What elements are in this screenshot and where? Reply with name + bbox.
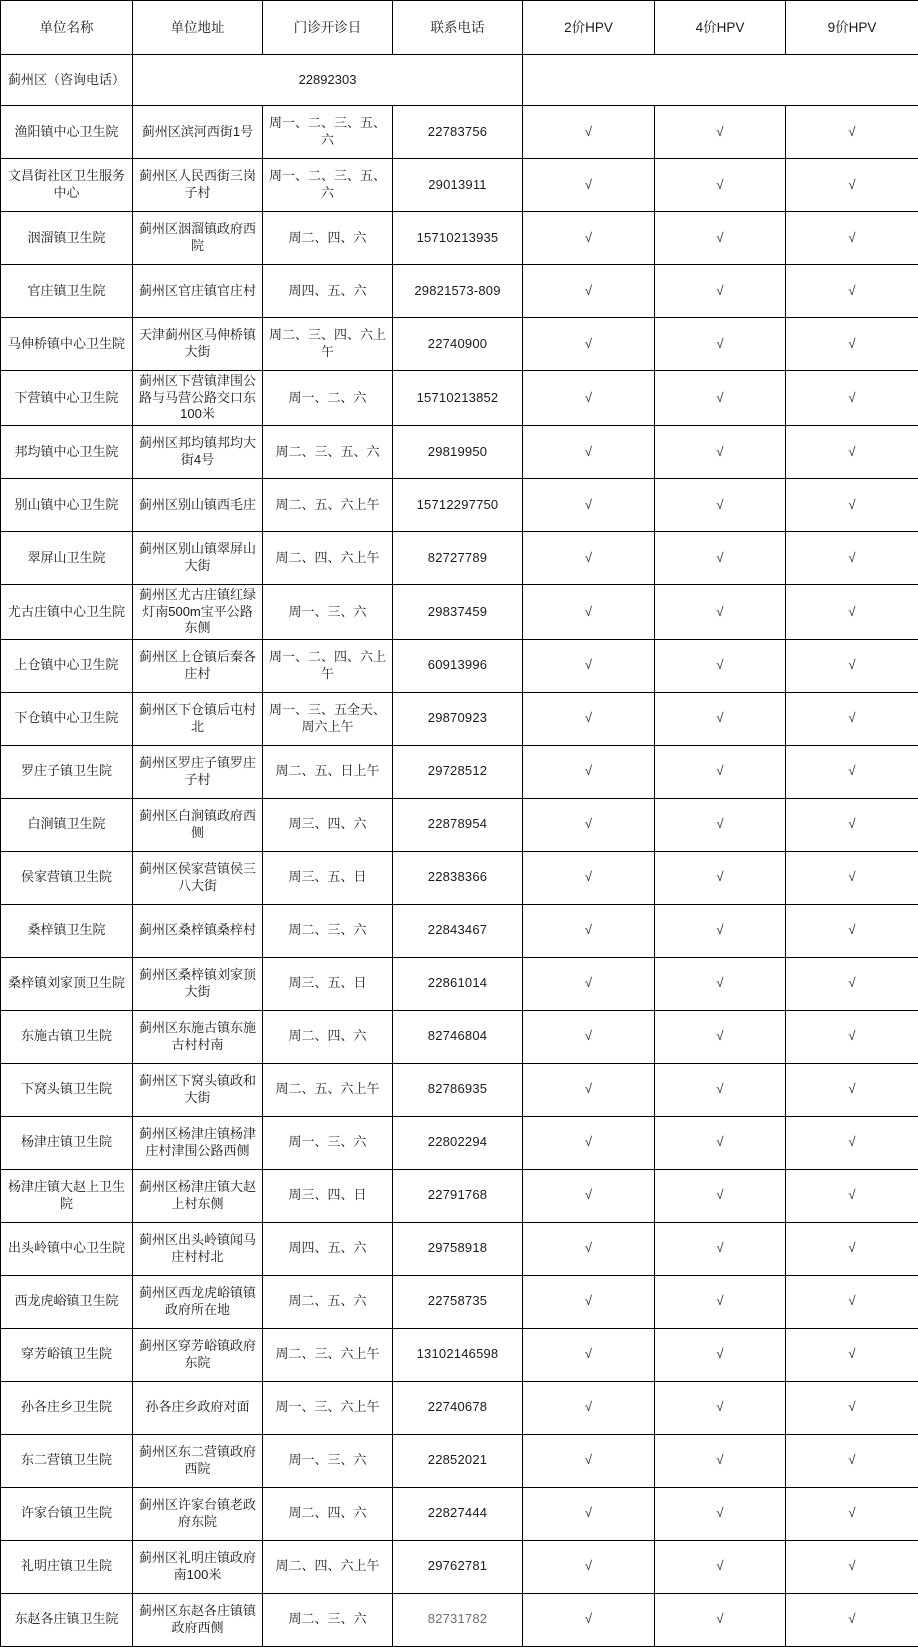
column-header-unit-name: 单位名称 (1, 1, 133, 55)
cell-hpv4-check: √ (655, 371, 786, 426)
cell-unit-name: 上仓镇中心卫生院 (1, 639, 133, 692)
cell-hpv9-check: √ (786, 851, 918, 904)
cell-unit-name: 桑梓镇刘家顶卫生院 (1, 957, 133, 1010)
cell-hpv2-check: √ (523, 745, 655, 798)
cell-unit-name: 尤古庄镇中心卫生院 (1, 584, 133, 639)
table-row (1, 798, 918, 851)
cell-unit-address: 蓟州区下仓镇后屯村北 (133, 692, 263, 745)
cell-contact-phone: 29870923 (393, 692, 523, 745)
cell-hpv9-check: √ (786, 1222, 918, 1275)
cell-contact-phone: 22740678 (393, 1381, 523, 1434)
cell-hpv4-check: √ (655, 1434, 786, 1487)
cell-contact-phone: 29013911 (393, 159, 523, 212)
cell-contact-phone: 29762781 (393, 1540, 523, 1593)
cell-hpv4-check: √ (655, 159, 786, 212)
cell-unit-name: 马伸桥镇中心卫生院 (1, 318, 133, 371)
cell-hpv9-check: √ (786, 1275, 918, 1328)
cell-contact-phone: 22827444 (393, 1487, 523, 1540)
cell-hpv9-check: √ (786, 1169, 918, 1222)
cell-clinic-days: 周二、三、四、六上午 (263, 318, 393, 371)
cell-hpv2-check: √ (523, 692, 655, 745)
cell-hpv4-check: √ (655, 904, 786, 957)
cell-hpv9-check: √ (786, 798, 918, 851)
cell-contact-phone: 29837459 (393, 584, 523, 639)
table-row (1, 265, 918, 318)
cell-unit-name: 礼明庄镇卫生院 (1, 1540, 133, 1593)
table-row (1, 1275, 918, 1328)
cell-unit-address: 蓟州区出头岭镇闻马庄村村北 (133, 1222, 263, 1275)
cell-clinic-days: 周三、四、日 (263, 1169, 393, 1222)
cell-hpv9-check: √ (786, 1434, 918, 1487)
cell-hpv2-check: √ (523, 1169, 655, 1222)
cell-unit-name: 出头岭镇中心卫生院 (1, 1222, 133, 1275)
cell-contact-phone: 22791768 (393, 1169, 523, 1222)
table-row (1, 692, 918, 745)
cell-unit-name: 穿芳峪镇卫生院 (1, 1328, 133, 1381)
cell-contact-phone: 29821573-809 (393, 265, 523, 318)
cell-unit-name: 邦均镇中心卫生院 (1, 425, 133, 478)
cell-unit-name: 文昌街社区卫生服务中心 (1, 159, 133, 212)
cell-clinic-days: 周二、四、六上午 (263, 1540, 393, 1593)
cell-clinic-days: 周二、五、六上午 (263, 478, 393, 531)
table-body (1, 55, 918, 1647)
cell-clinic-days: 周二、四、六 (263, 1010, 393, 1063)
cell-unit-name: 东二营镇卫生院 (1, 1434, 133, 1487)
cell-unit-address: 蓟州区下窝头镇政和大街 (133, 1063, 263, 1116)
cell-hpv2-check: √ (523, 1540, 655, 1593)
cell-contact-phone: 22843467 (393, 904, 523, 957)
cell-clinic-days: 周二、三、五、六 (263, 425, 393, 478)
cell-clinic-days: 周三、五、日 (263, 957, 393, 1010)
table-row (1, 1434, 918, 1487)
cell-unit-address: 孙各庄乡政府对面 (133, 1381, 263, 1434)
cell-hpv9-check: √ (786, 1063, 918, 1116)
cell-contact-phone: 22878954 (393, 798, 523, 851)
cell-unit-address: 蓟州区西龙虎峪镇镇政府所在地 (133, 1275, 263, 1328)
cell-hpv2-check: √ (523, 1487, 655, 1540)
cell-hpv2-check: √ (523, 1275, 655, 1328)
cell-unit-address: 蓟州区邦均镇邦均大街4号 (133, 425, 263, 478)
cell-hpv4-check: √ (655, 1593, 786, 1646)
cell-unit-name: 下窝头镇卫生院 (1, 1063, 133, 1116)
cell-hpv4-check: √ (655, 531, 786, 584)
cell-hpv2-check: √ (523, 798, 655, 851)
cell-clinic-days: 周一、三、六 (263, 1434, 393, 1487)
cell-hpv9-check: √ (786, 1381, 918, 1434)
cell-unit-address: 蓟州区许家台镇老政府东院 (133, 1487, 263, 1540)
cell-hpv2-check: √ (523, 371, 655, 426)
cell-clinic-days: 周一、二、三、五、六 (263, 159, 393, 212)
cell-contact-phone: 82727789 (393, 531, 523, 584)
cell-unit-address: 蓟州区下营镇津围公路与马营公路交口东100米 (133, 371, 263, 426)
cell-hpv2-check: √ (523, 318, 655, 371)
cell-clinic-days: 周三、五、日 (263, 851, 393, 904)
column-header-contact-phone: 联系电话 (393, 1, 523, 55)
cell-hpv9-check: √ (786, 318, 918, 371)
table-row (1, 531, 918, 584)
region-label: 蓟州区（咨询电话） (1, 55, 133, 106)
cell-clinic-days: 周二、四、六 (263, 1487, 393, 1540)
cell-hpv9-check: √ (786, 212, 918, 265)
cell-hpv2-check: √ (523, 639, 655, 692)
cell-hpv9-check: √ (786, 692, 918, 745)
cell-hpv4-check: √ (655, 584, 786, 639)
cell-hpv4-check: √ (655, 1328, 786, 1381)
table-row (1, 371, 918, 426)
table-row (1, 1381, 918, 1434)
column-header-hpv2: 2价HPV (523, 1, 655, 55)
cell-contact-phone: 60913996 (393, 639, 523, 692)
cell-clinic-days: 周四、五、六 (263, 265, 393, 318)
cell-hpv2-check: √ (523, 106, 655, 159)
cell-contact-phone: 15712297750 (393, 478, 523, 531)
cell-hpv2-check: √ (523, 1593, 655, 1646)
table-row (1, 1116, 918, 1169)
table-row (1, 159, 918, 212)
cell-hpv4-check: √ (655, 106, 786, 159)
cell-hpv4-check: √ (655, 798, 786, 851)
cell-unit-name: 杨津庄镇卫生院 (1, 1116, 133, 1169)
cell-unit-address: 蓟州区别山镇翠屏山大街 (133, 531, 263, 584)
cell-contact-phone: 13102146598 (393, 1328, 523, 1381)
cell-clinic-days: 周一、二、三、五、六 (263, 106, 393, 159)
cell-unit-name: 许家台镇卫生院 (1, 1487, 133, 1540)
cell-unit-name: 侯家营镇卫生院 (1, 851, 133, 904)
cell-hpv2-check: √ (523, 904, 655, 957)
cell-clinic-days: 周二、五、六上午 (263, 1063, 393, 1116)
cell-unit-address: 蓟州区桑梓镇桑梓村 (133, 904, 263, 957)
cell-contact-phone: 15710213935 (393, 212, 523, 265)
cell-hpv4-check: √ (655, 1222, 786, 1275)
cell-clinic-days: 周三、四、六 (263, 798, 393, 851)
cell-unit-address: 蓟州区上仓镇后秦各庄村 (133, 639, 263, 692)
cell-hpv2-check: √ (523, 584, 655, 639)
table-row (1, 639, 918, 692)
cell-unit-address: 蓟州区洇溜镇政府西院 (133, 212, 263, 265)
cell-unit-name: 官庄镇卫生院 (1, 265, 133, 318)
cell-hpv4-check: √ (655, 1487, 786, 1540)
cell-unit-address: 蓟州区别山镇西毛庄 (133, 478, 263, 531)
cell-hpv4-check: √ (655, 1275, 786, 1328)
cell-hpv9-check: √ (786, 531, 918, 584)
cell-hpv2-check: √ (523, 265, 655, 318)
cell-contact-phone: 29819950 (393, 425, 523, 478)
cell-hpv2-check: √ (523, 1010, 655, 1063)
cell-hpv4-check: √ (655, 1116, 786, 1169)
cell-contact-phone: 22758735 (393, 1275, 523, 1328)
cell-hpv2-check: √ (523, 957, 655, 1010)
cell-unit-address: 蓟州区东施古镇东施古村村南 (133, 1010, 263, 1063)
cell-hpv4-check: √ (655, 1063, 786, 1116)
cell-hpv9-check: √ (786, 1116, 918, 1169)
cell-unit-address: 蓟州区杨津庄镇杨津庄村津围公路西侧 (133, 1116, 263, 1169)
cell-unit-name: 洇溜镇卫生院 (1, 212, 133, 265)
table-row (1, 318, 918, 371)
table-row (1, 904, 918, 957)
cell-hpv4-check: √ (655, 851, 786, 904)
cell-hpv9-check: √ (786, 371, 918, 426)
table-row (1, 957, 918, 1010)
table-row (1, 1222, 918, 1275)
cell-hpv2-check: √ (523, 159, 655, 212)
table-row (1, 584, 918, 639)
cell-hpv9-check: √ (786, 106, 918, 159)
table-row (1, 106, 918, 159)
region-consult-phone: 22892303 (133, 55, 523, 106)
cell-hpv4-check: √ (655, 425, 786, 478)
cell-unit-address: 蓟州区桑梓镇刘家顶大街 (133, 957, 263, 1010)
cell-clinic-days: 周一、二、六 (263, 371, 393, 426)
cell-clinic-days: 周二、三、六 (263, 1593, 393, 1646)
cell-hpv9-check: √ (786, 159, 918, 212)
cell-contact-phone: 22838366 (393, 851, 523, 904)
cell-hpv4-check: √ (655, 318, 786, 371)
cell-unit-address: 蓟州区人民西街三岗子村 (133, 159, 263, 212)
cell-contact-phone: 22802294 (393, 1116, 523, 1169)
cell-unit-address: 蓟州区滨河西街1号 (133, 106, 263, 159)
cell-hpv9-check: √ (786, 1487, 918, 1540)
cell-clinic-days: 周二、三、六 (263, 904, 393, 957)
cell-contact-phone: 29758918 (393, 1222, 523, 1275)
cell-unit-address: 蓟州区罗庄子镇罗庄子村 (133, 745, 263, 798)
cell-hpv4-check: √ (655, 1169, 786, 1222)
cell-unit-address: 蓟州区礼明庄镇政府南100米 (133, 1540, 263, 1593)
cell-clinic-days: 周二、五、日上午 (263, 745, 393, 798)
cell-hpv9-check: √ (786, 1540, 918, 1593)
cell-contact-phone: 22852021 (393, 1434, 523, 1487)
cell-unit-name: 渔阳镇中心卫生院 (1, 106, 133, 159)
table-row (1, 1487, 918, 1540)
cell-hpv4-check: √ (655, 1540, 786, 1593)
cell-contact-phone: 29728512 (393, 745, 523, 798)
cell-hpv2-check: √ (523, 1434, 655, 1487)
cell-hpv9-check: √ (786, 904, 918, 957)
cell-unit-name: 别山镇中心卫生院 (1, 478, 133, 531)
cell-clinic-days: 周二、四、六 (263, 212, 393, 265)
cell-hpv9-check: √ (786, 584, 918, 639)
cell-hpv9-check: √ (786, 1593, 918, 1646)
cell-hpv4-check: √ (655, 212, 786, 265)
cell-hpv2-check: √ (523, 1222, 655, 1275)
table-row (1, 1540, 918, 1593)
table-row (1, 1169, 918, 1222)
cell-hpv9-check: √ (786, 265, 918, 318)
table-row (1, 1010, 918, 1063)
table-row (1, 745, 918, 798)
cell-hpv9-check: √ (786, 1010, 918, 1063)
table-row (1, 851, 918, 904)
cell-clinic-days: 周二、四、六上午 (263, 531, 393, 584)
column-header-clinic-days: 门诊开诊日 (263, 1, 393, 55)
cell-unit-name: 东施古镇卫生院 (1, 1010, 133, 1063)
cell-contact-phone: 82746804 (393, 1010, 523, 1063)
cell-unit-address: 蓟州区侯家营镇侯三八大街 (133, 851, 263, 904)
table-row (1, 478, 918, 531)
cell-hpv2-check: √ (523, 1381, 655, 1434)
cell-hpv9-check: √ (786, 1328, 918, 1381)
column-header-unit-address: 单位地址 (133, 1, 263, 55)
cell-hpv2-check: √ (523, 1328, 655, 1381)
table-header-row (1, 1, 918, 55)
cell-hpv4-check: √ (655, 692, 786, 745)
cell-contact-phone: 22740900 (393, 318, 523, 371)
region-summary-row (1, 55, 918, 106)
cell-unit-address: 蓟州区穿芳峪镇政府东院 (133, 1328, 263, 1381)
cell-contact-phone: 82731782 (393, 1593, 523, 1646)
column-header-hpv4: 4价HPV (655, 1, 786, 55)
cell-unit-address: 蓟州区东赵各庄镇镇政府西侧 (133, 1593, 263, 1646)
region-blank-cell (523, 55, 918, 106)
cell-hpv9-check: √ (786, 478, 918, 531)
table-row (1, 425, 918, 478)
cell-clinic-days: 周一、二、四、六上午 (263, 639, 393, 692)
cell-clinic-days: 周四、五、六 (263, 1222, 393, 1275)
column-header-hpv9: 9价HPV (786, 1, 918, 55)
table-row (1, 212, 918, 265)
cell-hpv9-check: √ (786, 639, 918, 692)
cell-hpv2-check: √ (523, 478, 655, 531)
cell-clinic-days: 周一、三、六 (263, 584, 393, 639)
cell-unit-address: 天津蓟州区马伸桥镇大街 (133, 318, 263, 371)
cell-hpv2-check: √ (523, 1063, 655, 1116)
cell-unit-address: 蓟州区官庄镇官庄村 (133, 265, 263, 318)
cell-unit-address: 蓟州区尤古庄镇红绿灯南500m宝平公路东侧 (133, 584, 263, 639)
table-header (1, 1, 918, 55)
cell-unit-name: 翠屏山卫生院 (1, 531, 133, 584)
cell-contact-phone: 82786935 (393, 1063, 523, 1116)
cell-hpv9-check: √ (786, 425, 918, 478)
cell-unit-name: 下仓镇中心卫生院 (1, 692, 133, 745)
cell-hpv9-check: √ (786, 957, 918, 1010)
cell-hpv2-check: √ (523, 851, 655, 904)
table-row (1, 1063, 918, 1116)
cell-clinic-days: 周一、三、五全天、周六上午 (263, 692, 393, 745)
cell-hpv4-check: √ (655, 1010, 786, 1063)
cell-unit-name: 下营镇中心卫生院 (1, 371, 133, 426)
table-row (1, 1328, 918, 1381)
cell-hpv2-check: √ (523, 212, 655, 265)
cell-unit-address: 蓟州区东二营镇政府西院 (133, 1434, 263, 1487)
cell-unit-name: 杨津庄镇大赵上卫生院 (1, 1169, 133, 1222)
table-row (1, 1593, 918, 1646)
cell-unit-name: 东赵各庄镇卫生院 (1, 1593, 133, 1646)
cell-hpv4-check: √ (655, 957, 786, 1010)
cell-unit-name: 西龙虎峪镇卫生院 (1, 1275, 133, 1328)
cell-contact-phone: 22783756 (393, 106, 523, 159)
cell-hpv4-check: √ (655, 478, 786, 531)
cell-hpv4-check: √ (655, 265, 786, 318)
cell-hpv9-check: √ (786, 745, 918, 798)
cell-clinic-days: 周一、三、六 (263, 1116, 393, 1169)
cell-hpv2-check: √ (523, 425, 655, 478)
cell-hpv2-check: √ (523, 531, 655, 584)
cell-hpv2-check: √ (523, 1116, 655, 1169)
cell-unit-name: 白涧镇卫生院 (1, 798, 133, 851)
cell-contact-phone: 22861014 (393, 957, 523, 1010)
cell-clinic-days: 周一、三、六上午 (263, 1381, 393, 1434)
cell-clinic-days: 周二、五、六 (263, 1275, 393, 1328)
cell-hpv4-check: √ (655, 1381, 786, 1434)
cell-unit-name: 桑梓镇卫生院 (1, 904, 133, 957)
cell-unit-address: 蓟州区白涧镇政府西侧 (133, 798, 263, 851)
cell-contact-phone: 15710213852 (393, 371, 523, 426)
cell-hpv4-check: √ (655, 639, 786, 692)
cell-unit-address: 蓟州区杨津庄镇大赵上村东侧 (133, 1169, 263, 1222)
cell-unit-name: 孙各庄乡卫生院 (1, 1381, 133, 1434)
cell-clinic-days: 周二、三、六上午 (263, 1328, 393, 1381)
cell-hpv4-check: √ (655, 745, 786, 798)
cell-unit-name: 罗庄子镇卫生院 (1, 745, 133, 798)
